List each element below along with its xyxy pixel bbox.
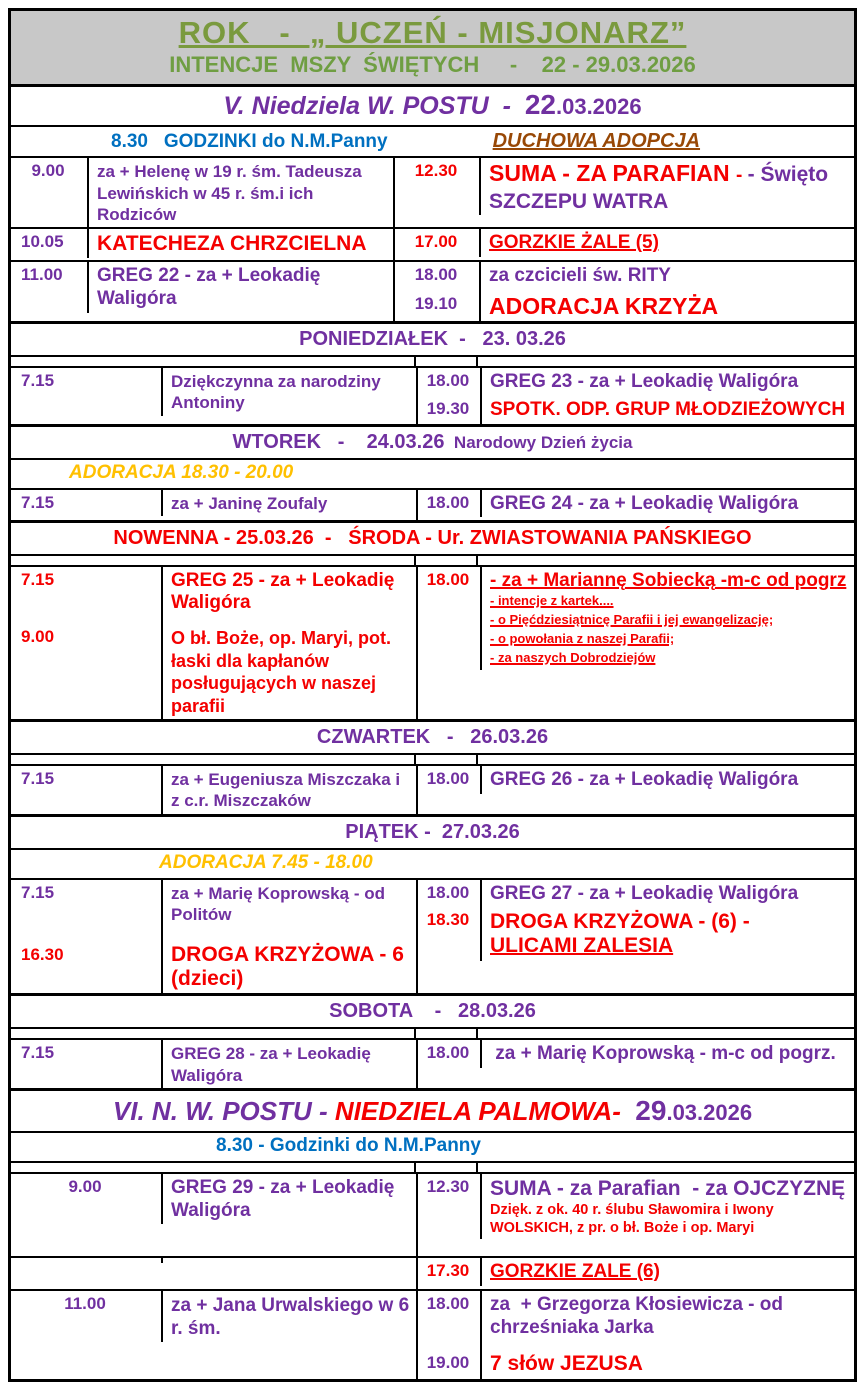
palm-sunday-label: NIEDZIELA PALMOWA- [334,1095,636,1126]
intention-cell: GREG 25 - za + Leokadię Waligóra [161,567,416,618]
time-cell: 17.00 [414,232,458,252]
sunday6-date: .03.2026 [666,1099,753,1125]
sub-intention: - o Pięćdziesiątnicę Parafii i jej ewangelizację; [490,612,774,628]
spacer-row [11,355,854,366]
time-cell: 7.15 [21,371,55,391]
time-cell: 16.30 [21,945,64,964]
time-cell: 18.30 [426,910,470,930]
section-heading-sunday-5-lent [11,87,854,124]
time-cell: 12.30 [414,161,458,181]
table-row [11,488,854,520]
sub-intention: - za naszych Dobrodziejów [490,649,656,665]
time-cell: 17.30 [426,1260,470,1280]
intention-cell [480,907,854,960]
table-row [11,227,854,260]
adoracja-row: ADORACJA 7.45 - 18.00 [11,848,854,878]
intention-cell: GORZKIE ŻALE (5) [479,229,854,257]
table-row [11,260,854,321]
intention-cell: DROGA KRZYŻOWA - 6 (dzieci) [161,927,416,993]
tuesday-note: Narodowy Dzień życia [444,432,633,452]
adoracja-row: ADORACJA 18.30 - 20.00 [11,458,854,488]
time-cell: 18.00 [426,569,470,589]
year-motto-title: ROK - „ UCZEŃ - MISJONARZ” [178,15,687,50]
table-row [11,1172,854,1256]
sub-intention: - o powołania z naszej Parafii; [490,631,675,647]
intention-cell: GREG 27 - za + Leokadię Waligóra [480,880,854,908]
table-row [11,764,854,814]
intention-cell: GREG 28 - za + Leokadię Waligóra [161,1040,416,1088]
time-cell: 10.05 [21,232,64,252]
godzinki-label: GODZINKI do N.M.Panny [163,130,388,152]
intention-cell: O bł. Boże, op. Maryi, pot. łaski dla kapłanów posługujących w naszej parafii [161,617,416,719]
spacer-row [11,1161,854,1172]
table-row [11,366,854,424]
intention-cell: za + Eugeniusza Miszczaka i z c.r. Miszczaków [161,766,416,814]
intention-cell: GREG 24 - za + Leokadię Waligóra [480,490,854,518]
intention-cell: za + Jana Urwalskiego w 6 r. śm. [161,1291,416,1343]
spacer-row [11,753,854,764]
suma-label: SUMA - ZA PARAFIAN [489,160,737,187]
time-cell: 19.10 [414,293,458,313]
intention-cell: KATECHEZA CHRZCIELNA [87,229,393,258]
godzinki-time: 8.30 [111,130,148,152]
intention-cell: GREG 29 - za + Leokadię Waligóra [161,1174,416,1225]
intention-cell: ADORACJA KRZYŻA [479,290,854,321]
time-cell: 18.00 [426,1293,470,1313]
szczep-watra-label: - Święto SZCZEPU WATRA [489,163,834,214]
spacer-row [11,554,854,565]
day-heading-wednesday: NOWENNA - 25.03.26 - ŚRODA - Ur. ZWIASTOWANIA PAŃSKIEGO [11,520,854,554]
table-row [11,1289,854,1379]
time-cell: 18.00 [426,492,470,512]
table-row [11,156,854,227]
time-cell: 11.00 [64,1293,106,1313]
sunday5-title: V. Niedziela W. POSTU - [223,92,525,121]
sunday6-title: VI. N. W. POSTU - [112,1095,335,1126]
time-cell: 9.00 [31,161,65,181]
table-row [11,878,854,994]
day-heading-friday: PIĄTEK - 27.03.26 [11,814,854,848]
table-row [11,565,854,720]
table-row [11,1256,854,1289]
tuesday-title: WTOREK - 24.03.26 [232,430,445,453]
sunday5-day: 22 [524,89,556,121]
intention-cell [480,1174,854,1239]
intention-cell: za + Helenę w 19 r. śm. Tadeusza Lewińskich w 45 r. śm.i ich Rodziców [87,158,393,227]
time-cell: 18.00 [426,882,470,902]
bulletin-header [11,11,854,87]
time-cell: 7.15 [21,492,55,512]
time-cell: 9.00 [68,1176,102,1196]
day-heading-saturday: SOBOTA - 28.03.26 [11,993,854,1027]
time-cell: 9.00 [21,627,55,647]
time-cell: 7.15 [21,1043,55,1063]
day-heading-thursday: CZWARTEK - 26.03.26 [11,719,854,753]
godzinki-row: 8.30 - Godzinki do N.M.Panny [11,1131,854,1161]
intention-cell: za + Grzegorza Kłosiewicza - od chrześniaka Jarka [480,1291,854,1342]
time-cell: 19.30 [426,399,470,419]
intention-cell: GREG 23 - za + Leokadię Waligóra [480,368,854,396]
day-heading-monday: PONIEDZIAŁEK - 23. 03.26 [11,321,854,355]
intention-cell: Dziękczynna za narodziny Antoniny [161,368,416,416]
godzinki-row [11,125,854,157]
intention-cell: za + Marię Koprowską - m-c od pogrz. [480,1040,854,1068]
sub-intention: - intencje z kartek.... [490,593,614,609]
duchowa-adopcja-label: DUCHOWA ADOPCJA [492,129,701,152]
intention-cell [480,567,854,670]
time-cell: 18.00 [414,265,458,285]
intention-cell: GORZKIE ZALE (6) [480,1258,854,1286]
time-cell: 7.15 [21,882,55,902]
time-cell: 7.15 [21,569,55,589]
droga-krzyzowa-label: DROGA KRZYŻOWA - (6) - [490,910,768,934]
time-cell: 18.00 [426,769,470,789]
time-cell: 18.00 [426,371,470,391]
time-cell: 7.15 [21,769,55,789]
intention-cell: za czcicieli św. RITY [479,262,854,290]
section-heading-palm-sunday [11,1088,854,1131]
time-cell: 19.00 [426,1353,470,1373]
intentions-subtitle: INTENCJE MSZY ŚWIĘTYCH - 22 - 29.03.2026 [169,52,696,78]
sunday6-day: 29 [635,1094,667,1126]
intention-cell: 7 słów JEZUSA [480,1341,854,1378]
intention-cell: SPOTK. ODP. GRUP MŁODZIEŻOWYCH [480,396,854,424]
intention-cell: GREG 22 - za + Leokadię Waligóra [87,262,393,313]
suma-sub-intention: Dzięk. z ok. 40 r. ślubu Sławomira i Iwony WOLSKICH, z pr. o bł. Boże i op. Maryi [490,1201,778,1237]
suma-label: SUMA - za Parafian - za OJCZYZNĘ [490,1176,846,1200]
intention-cell: za + Janinę Zoufaly [161,490,416,516]
dash: - [736,165,748,187]
intention-cell [161,1258,416,1263]
day-heading-tuesday [11,424,854,458]
time-cell: 18.00 [426,1043,470,1063]
main-intention: - za + Mariannę Sobiecką -m-c od pogrz [490,569,847,591]
intention-cell: za + Marię Koprowską - od Politów [161,880,416,928]
time-cell: 12.30 [426,1176,470,1196]
intention-cell [479,158,854,215]
table-row [11,1038,854,1088]
sunday5-date: .03.2026 [555,94,642,120]
time-cell [11,1258,161,1263]
mass-intentions-bulletin [8,8,857,1382]
intention-cell: GREG 26 - za + Leokadię Waligóra [480,766,854,794]
ulicami-zalesia-label: ULICAMI ZALESIA [490,934,674,958]
time-cell: 11.00 [21,265,63,285]
spacer-row [11,1027,854,1038]
